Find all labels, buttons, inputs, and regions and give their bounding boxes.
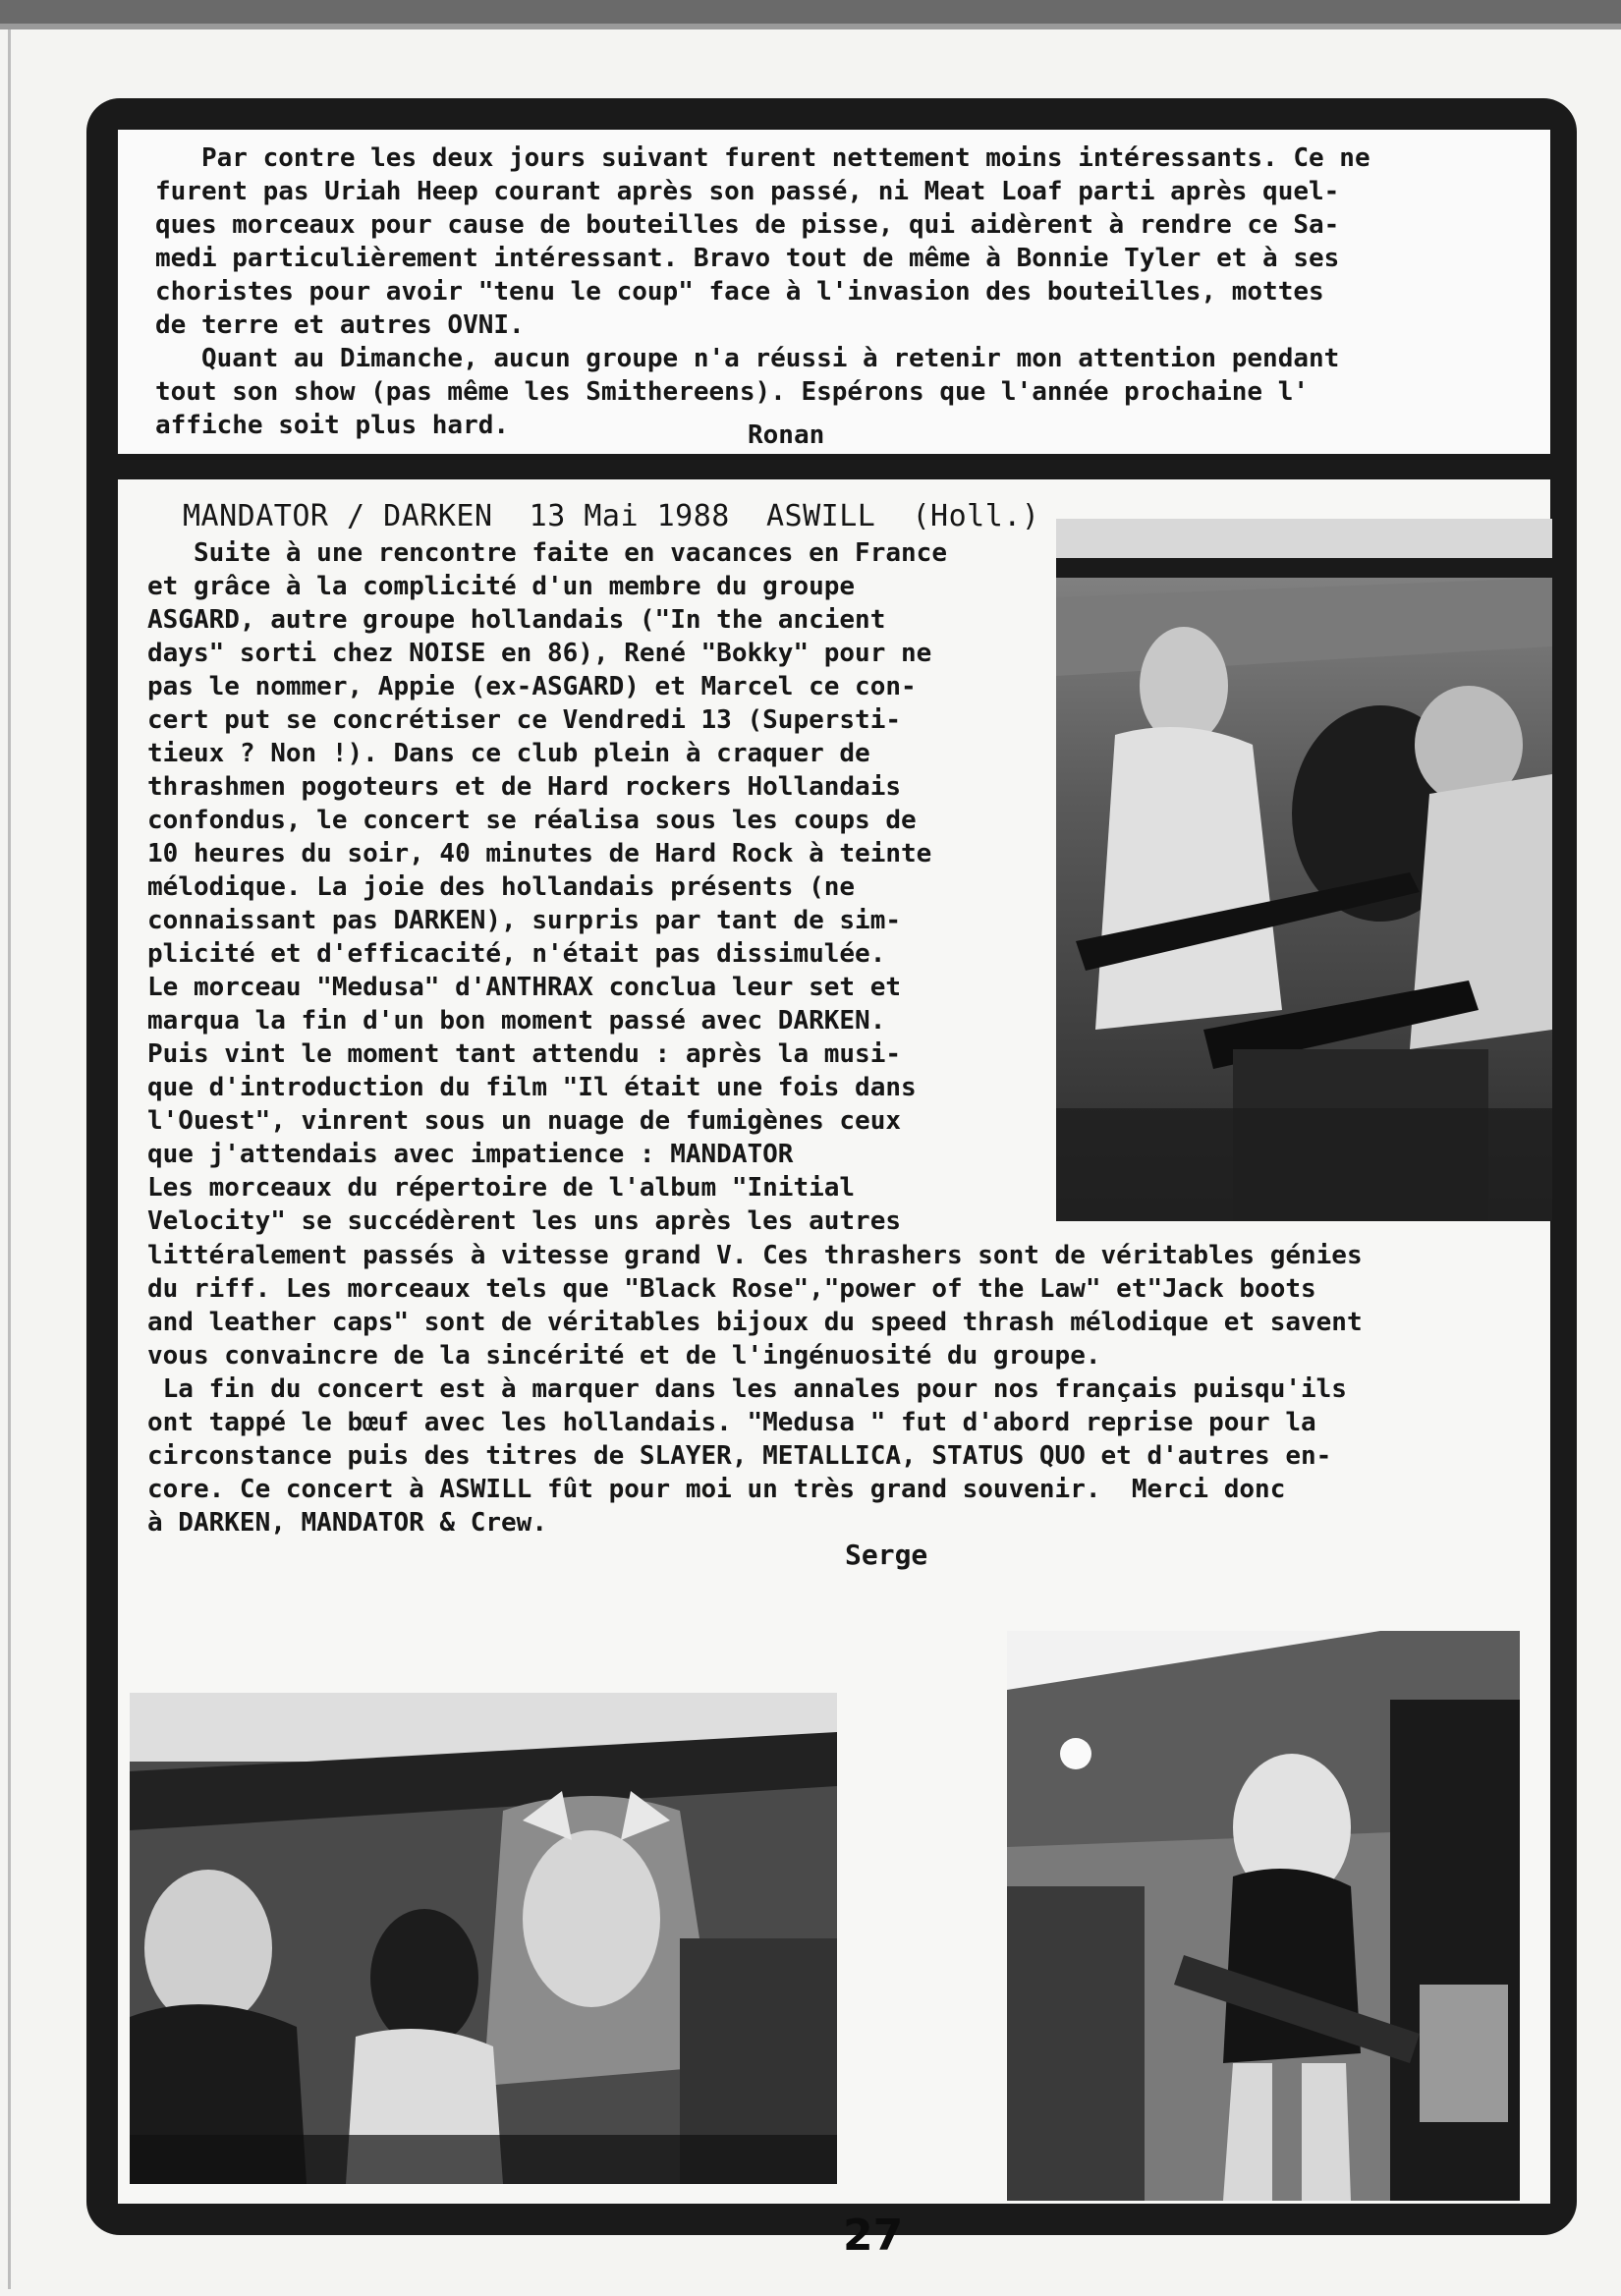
author-signature: Ronan bbox=[748, 420, 825, 450]
top-article bbox=[118, 130, 1550, 454]
top-paragraph: Par contre les deux jours suivant furent nettement moins intéressants. Ce ne furent pas Uriah Heep courant après son passé, ni Meat Loaf parti après quel- ques morceaux pour cause de bouteilles de pisse, qui aidèrent à rendre ce Sa- medi particulièrement intéressant. Bravo tout de même à Bonnie Tyler et à ses choristes pour avoir "tenu le coup" face à l'invasion des bouteilles, mottes de terre et autres OVNI. bbox=[155, 143, 1370, 340]
author-signature: Serge bbox=[845, 1539, 928, 1571]
scan-top-edge bbox=[0, 0, 1621, 24]
article-headline: MANDATOR / DARKEN 13 Mai 1988 ASWILL (Holl.) bbox=[183, 499, 1040, 533]
concert-photo-bottom-right bbox=[1007, 1631, 1520, 2201]
scan-left-edge bbox=[8, 29, 11, 2289]
article-body-full-width bbox=[147, 1239, 1363, 1540]
article-paragraph: littéralement passés à vitesse grand V. Ces thrashers sont de véritables génies du riff. Les morceaux tels que "Black Rose","power of the Law" et"Jack boots and leather caps" sont de véritables bijoux du speed thrash mélodique et savent vous convaincre de la sincérité et de l'ingénuosité du groupe. La fin du concert est à marquer dans les annales pour nos français puisqu'ils ont tappé le bœuf avec les hollandais. "Medusa " fut d'abord reprise pour la circonstance puis des titres de SLAYER, METALLICA, STATUS QUO et d'autres en- core. Ce concert à ASWILL fût pour moi un très grand souvenir. Merci donc à DARKEN, MANDATOR & Crew. bbox=[147, 1241, 1363, 1538]
article-paragraph: Suite à une rencontre faite en vacances en France et grâce à la complicité d'un membre du groupe ASGARD, autre groupe hollandais ("In the ancient days" sorti chez NOISE en 86), René "Bokky" pour ne pas le nommer, Appie (ex-ASGARD) et Marcel ce con- cert put se concrétiser ce Vendredi 13 (Supersti- tieux ? Non !). Dans ce club plein à craquer de thrashmen pogoteurs et de Hard rockers Hollandais confondus, le concert se réalisa sous les coups de 10 heures du soir, 40 minutes de Hard Rock à teinte mélodique. La joie des hollandais présents (ne connaissant pas DARKEN), surpris par tant de sim- plicité et d'efficacité, n'était pas dissimulée. Le morceau "Medusa" d'ANTHRAX conclua leur set et marqua la fin d'un bon moment passé avec DARKEN. Puis vint le moment tant attendu : après la musi- que d'introduction du film "Il était une fois dans l'Ouest", vinrent sous un nuage de fumigènes ceux que j'attendais avec impatience : MANDATOR Les morceaux du répertoire de l'album "Initial Velocity" se succédèrent les uns après les autres bbox=[147, 538, 947, 1236]
top-paragraph: Quant au Dimanche, aucun groupe n'a réussi à retenir mon attention pendant tout son show (pas même les Smithereens). Espérons que l'année prochaine l' affiche soit plus hard. bbox=[155, 344, 1340, 440]
page-number: 27 bbox=[843, 2211, 904, 2261]
concert-photo-bottom-left bbox=[130, 1693, 837, 2184]
article-body-left-column bbox=[147, 536, 947, 1238]
concert-photo-top-right bbox=[1056, 519, 1552, 1221]
top-article-body bbox=[155, 141, 1370, 442]
band-on-stage-image bbox=[1056, 519, 1552, 1221]
musicians-demon-backdrop-image bbox=[130, 1693, 837, 2184]
main-article bbox=[118, 479, 1550, 2204]
guitarist-image bbox=[1007, 1631, 1520, 2201]
scan-top-edge-light bbox=[0, 24, 1621, 29]
